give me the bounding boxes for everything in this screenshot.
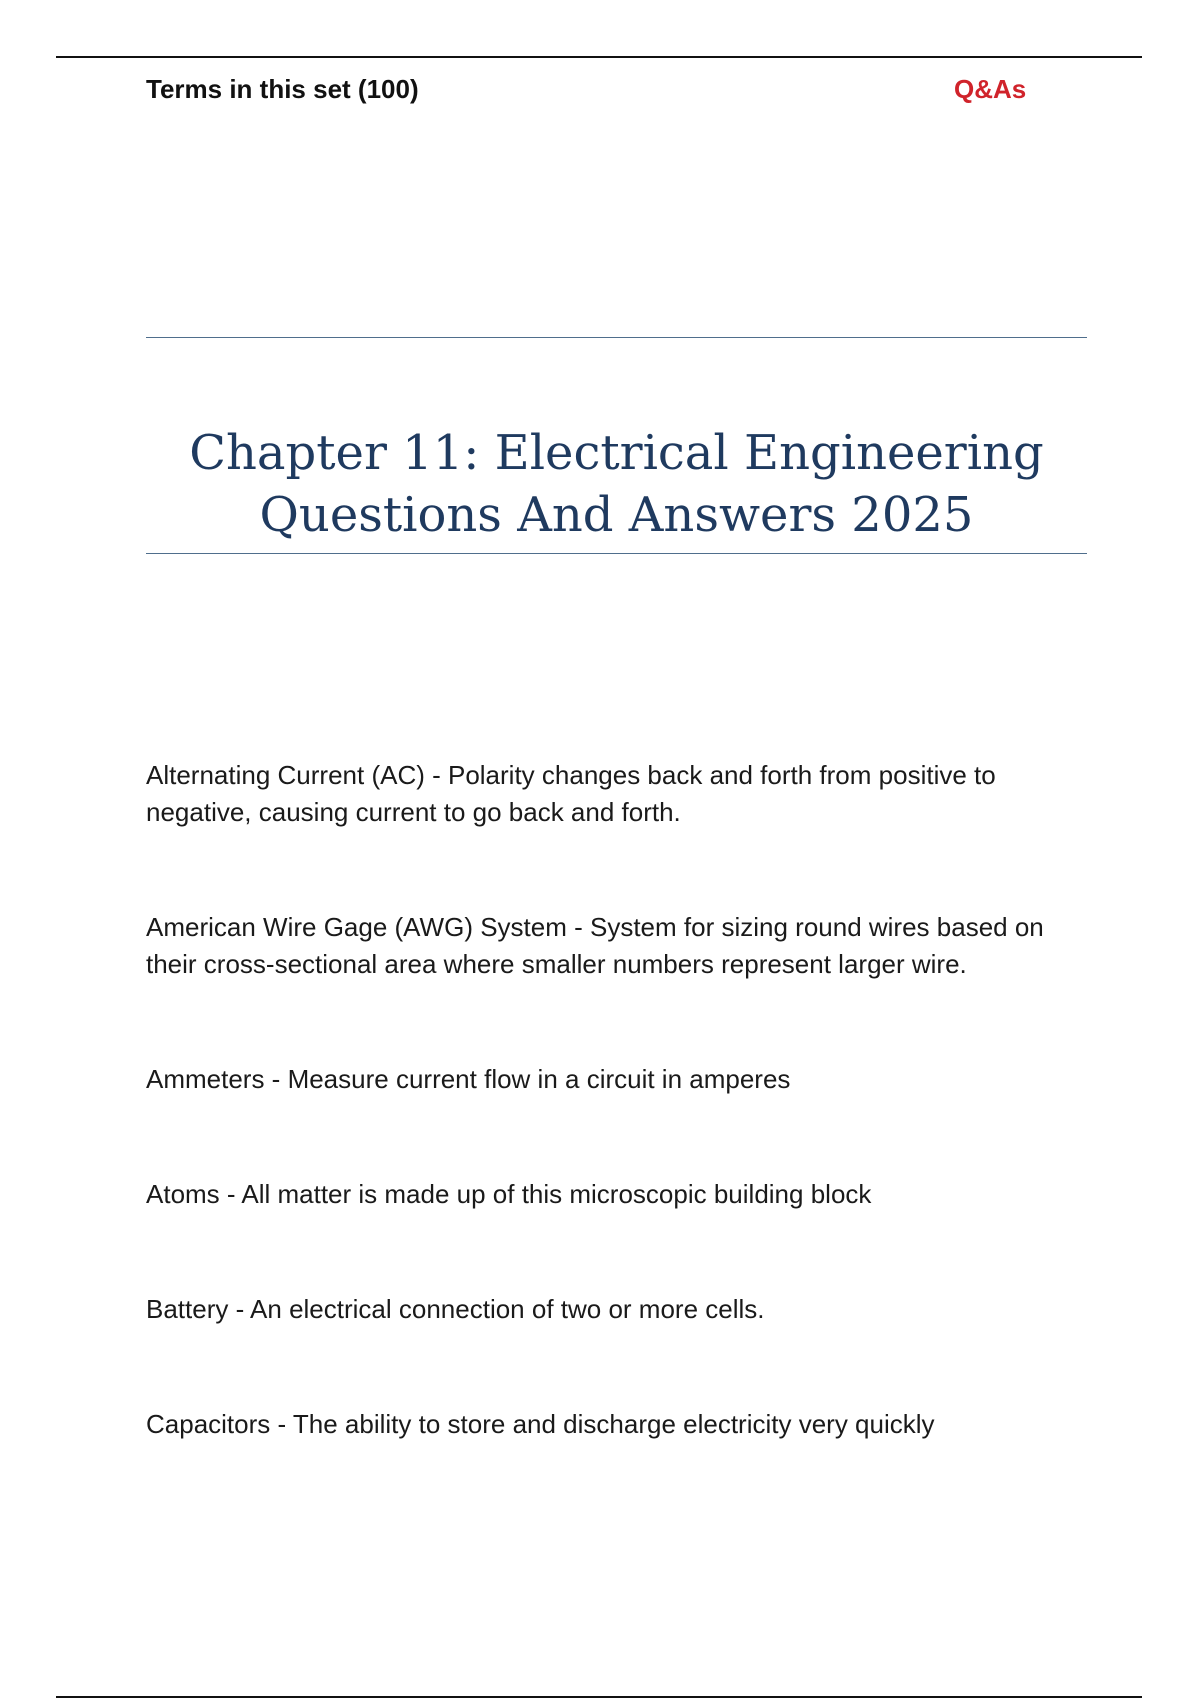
page-title-line-1: Chapter 11: Electrical Engineering — [189, 425, 1044, 481]
term-item: American Wire Gage (AWG) System - System for sizing round wires based on their cross-sectional area where smaller numbers represent larger wire. — [146, 912, 1044, 979]
terms-count-label: Terms in this set (100) — [146, 74, 419, 104]
term-item: Capacitors - The ability to store and discharge electricity very quickly — [146, 1409, 935, 1439]
bottom-divider — [56, 1696, 1142, 1698]
qa-tag: Q&As — [954, 74, 1027, 104]
term-item: Alternating Current (AC) - Polarity changes back and forth from positive to negative, causing current to go back and forth. — [146, 760, 996, 827]
page-title-line-2: Questions And Answers 2025 — [259, 487, 974, 543]
term-item: Ammeters - Measure current flow in a circuit in amperes — [146, 1064, 791, 1094]
page-title — [146, 422, 1087, 546]
title-top-rule — [146, 337, 1087, 338]
title-bottom-rule — [146, 553, 1087, 554]
term-item: Atoms - All matter is made up of this microscopic building block — [146, 1179, 872, 1209]
term-item: Battery - An electrical connection of two or more cells. — [146, 1294, 765, 1324]
top-divider — [56, 56, 1142, 58]
